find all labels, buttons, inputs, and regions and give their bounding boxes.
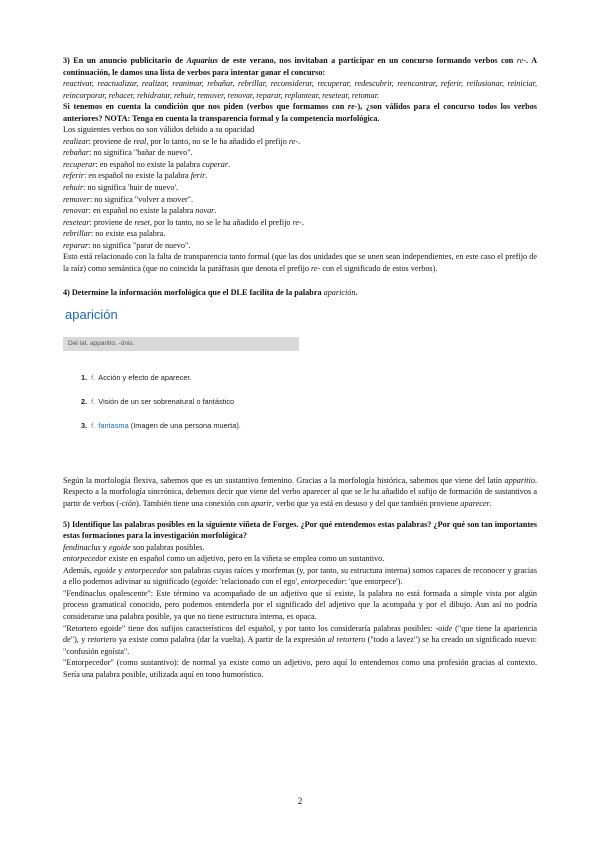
emphasis: entorpecedor — [124, 565, 169, 575]
headword: aparición — [323, 288, 356, 298]
emphasis: egoide — [108, 542, 131, 552]
dle-sense — [81, 421, 241, 430]
explanation: . — [301, 217, 304, 227]
explanation: : no significa "volver a mover". — [89, 194, 194, 204]
answer-text: y — [100, 542, 109, 552]
list-item — [63, 240, 537, 252]
q3-conclusion — [63, 251, 537, 274]
verb: remover — [63, 194, 90, 204]
emphasis: re- — [292, 217, 302, 227]
verb: rebañar — [63, 148, 90, 158]
answer-text: ("todo a lavez") se ha creado un significado nuevo: "confusión egoísta". — [63, 635, 537, 656]
dle-crossref-link[interactable]: fantasma — [98, 420, 129, 430]
emphasis: al retortero — [327, 635, 366, 645]
explanation: . — [228, 159, 231, 169]
emphasis: reset — [134, 217, 150, 227]
list-item — [63, 136, 537, 148]
spacer — [63, 274, 537, 287]
answer-text: . — [489, 499, 492, 509]
document-page — [63, 55, 537, 680]
explanation: . — [214, 206, 217, 216]
explanation: : no existe esa palabra. — [90, 229, 166, 239]
list-item — [63, 205, 537, 217]
list-item — [63, 170, 537, 182]
explanation: : proviene de — [88, 136, 134, 146]
emphasis: egoide — [94, 565, 116, 575]
sense-number: 2. — [81, 396, 88, 406]
verb-list: reactivar, reactualizar, realizar, reanimar, rebañar, rebrillar, reconsiderar, recuperar, redescubrir, reencontrar, referir, reilusionar, reiniciar, reincorporar, rehacer, rehidratar, rehuir, remover, renovar, reparar, replantear, resetear, retomar. — [63, 79, 537, 100]
emphasis: real — [133, 136, 147, 146]
conclusion-text: con el significado de estos verbos). — [320, 263, 438, 273]
dle-headword: aparición — [65, 306, 118, 322]
q5-heading: 5) Identifique las palabras posibles en la siguiente viñeta de Forges. ¿Por qué entendemos estas palabras? ¿Por qué son tan importantes estas formaciones para la investigación morfológica? — [63, 519, 537, 541]
emphasis: entorpecedor — [63, 554, 107, 564]
answer-text: "Retortero egoide" tiene dos sufijos característicos del español, y por tanto los consideraría palabras posibles: — [63, 623, 436, 633]
spacer — [63, 510, 537, 519]
emphasis: -oide — [435, 623, 453, 633]
q3-heading-text: de este verano, nos invitaban a participar en un concurso formando verbos con — [217, 56, 517, 65]
verb: resetear — [63, 217, 90, 227]
explanation: : proviene de — [89, 217, 135, 227]
explanation: : no significa "bañar de nuevo". — [89, 148, 193, 158]
verb: rehuir — [63, 183, 84, 193]
prefix: re- — [347, 102, 358, 112]
explanation: : en español no existe la palabra — [88, 206, 196, 216]
q3-heading-text: 3) En un anuncio publicitario de — [63, 56, 187, 65]
list-item — [63, 182, 537, 194]
emphasis: entorpecedor — [301, 577, 345, 587]
verb: reparar — [63, 240, 89, 250]
verb: realizar — [63, 136, 89, 146]
list-item — [63, 228, 537, 240]
answer-text: : 'que entorpece'). — [344, 577, 403, 587]
answer-text: ("que tiene la apariencia de"), y — [63, 623, 538, 645]
answer-text: son palabras posibles. — [130, 542, 205, 552]
sense-number: 3. — [81, 420, 88, 430]
q5-line — [63, 565, 537, 588]
grammar-tag: f. — [91, 372, 96, 382]
emphasis: aparir — [250, 499, 272, 509]
answer-text: existe en español como un adjetivo, pero en la viñeta se emplea como un sustantivo. — [106, 554, 385, 564]
answer-text: Además, — [63, 565, 95, 575]
emphasis: retortero — [87, 635, 117, 645]
explanation: . — [298, 136, 301, 146]
emphasis: aparecer — [460, 499, 490, 509]
answer-text: son palabras cuyas raíces y morfemas (y, por tanto, su estructura interna) somos capaces de reconocer y gracias a ello podemos adivinar su significado ( — [63, 565, 537, 587]
emphasis: fendinaclus — [63, 542, 101, 552]
emphasis: re- — [288, 136, 299, 146]
explanation: , por lo tanto, no se le ha añadido el prefijo — [149, 217, 293, 227]
emphasis: egoide — [193, 577, 216, 587]
emphasis: ferir — [190, 171, 206, 181]
verb: referir — [63, 171, 85, 181]
brand-name: Aquarius — [186, 56, 218, 65]
explanation: , por lo tanto, no se le ha añadido el prefijo — [146, 136, 289, 146]
answer-text: ). También tiene una conexión con — [135, 499, 251, 509]
emphasis: novar — [195, 206, 215, 216]
q4-answer — [63, 475, 537, 510]
dle-entry-screenshot — [63, 307, 303, 467]
sense-number: 1. — [81, 372, 88, 382]
emphasis: cuperar — [202, 159, 229, 169]
q3-intro: Los siguientes verbos no son válidos debido a su opacidad — [63, 125, 255, 135]
explanation: : no significa "parar de nuevo". — [88, 240, 191, 250]
explanation: : en español no existe la palabra — [95, 159, 203, 169]
q3-question — [63, 101, 537, 124]
emphasis: -ción — [119, 499, 136, 509]
page-number: 2 — [297, 796, 303, 806]
q3-heading-text: . A continuación, le damos una lista de verbos para intentar ganar el concurso: — [63, 56, 537, 77]
q3-question-text: Si tenemos en cuenta la condición que nos piden (verbos que formamos con — [63, 102, 348, 112]
dle-etymology: Del lat. apparitio, -ōnis. — [63, 337, 299, 351]
prefix: re- — [311, 263, 321, 273]
grammar-tag: f. — [91, 396, 96, 406]
q5-line — [63, 553, 537, 565]
answer-text: : 'relacionado con el ego', — [215, 577, 302, 587]
answer-text: ya existe como palabra (dar la vuelta). A partir de la expresión — [116, 635, 328, 645]
sense-definition: (Imagen de una persona muerta). — [128, 420, 241, 430]
verb: renovar — [63, 206, 89, 216]
emphasis: apparitio — [504, 475, 535, 485]
q3-heading — [63, 55, 537, 78]
verb: rebrillar — [63, 229, 91, 239]
answer-text: , verbo que ya está en desuso y del que también proviene — [271, 499, 461, 509]
dle-sense — [81, 373, 192, 382]
sense-definition: Visión de un ser sobrenatural o fantástico — [98, 396, 235, 406]
answer-text: Según la morfología flexiva, sabemos que es un sustantivo femenino. Gracias a la morfología histórica, sabemos que viene del latín — [63, 475, 505, 485]
list-item — [63, 159, 537, 171]
list-item — [63, 194, 537, 206]
q5-paragraph: "Fendinaclus opalescente": Este término va acompañado de un adjetivo que sí existe, la palabra no está formada a simple vista por algún proceso gramatical conocido, pero podemos entenderla por el significado del adjetivo que la acompaña y por el dibujo. Aun así no podría considerarse una palabra posible, ya que no tiene estructura interna, es opaca. — [63, 588, 537, 621]
explanation: : no significa 'huir de nuevo'. — [83, 183, 178, 193]
q3-question-text: ), ¿son válidos para el concurso todos los verbos anteriores? NOTA: Tenga en cuenta la transparencia formal y la competencia morfológica. — [63, 102, 537, 123]
explanation: . — [205, 171, 208, 181]
answer-text: y — [115, 565, 125, 575]
list-item — [63, 217, 537, 229]
answer-text: . Respecto a la morfología sincrónica, debemos decir que viene del verbo aparecer al que se le ha añadido el sufijo de formación de sustantivos a partir de verbos ( — [63, 475, 537, 509]
conclusion-text: Esto está relacionado con la falta de transparencia tanto formal (que las dos unidades que se unen sean independientes, en este caso el prefijo de la raíz) como semántica (que no coincida la paráfrasis que denota el prefijo — [63, 252, 537, 273]
q5-line — [63, 542, 537, 554]
verb: recuperar — [63, 159, 96, 169]
list-item — [63, 147, 537, 159]
q4-heading-text: 4) Determine la información morfológica que el DLE facilita de la palabra — [63, 288, 324, 298]
sense-definition: Acción y efecto de aparecer. — [98, 372, 192, 382]
q4-heading — [63, 287, 537, 299]
grammar-tag: f. — [91, 420, 96, 430]
dle-sense — [81, 397, 234, 406]
q5-paragraph: "Entorpecedor" (como sustantivo): de normal ya existe como un adjetivo, pero aquí lo entendemos como una profesión gracias al contexto. Sería una palabra posible, utilizada aquí en tono humorístico. — [63, 658, 537, 679]
q4-heading-text: . — [355, 288, 358, 298]
prefix: re- — [516, 56, 527, 65]
invalid-verb-list — [63, 136, 537, 251]
explanation: : en español no existe la palabra — [84, 171, 191, 181]
q5-paragraph — [63, 623, 537, 658]
